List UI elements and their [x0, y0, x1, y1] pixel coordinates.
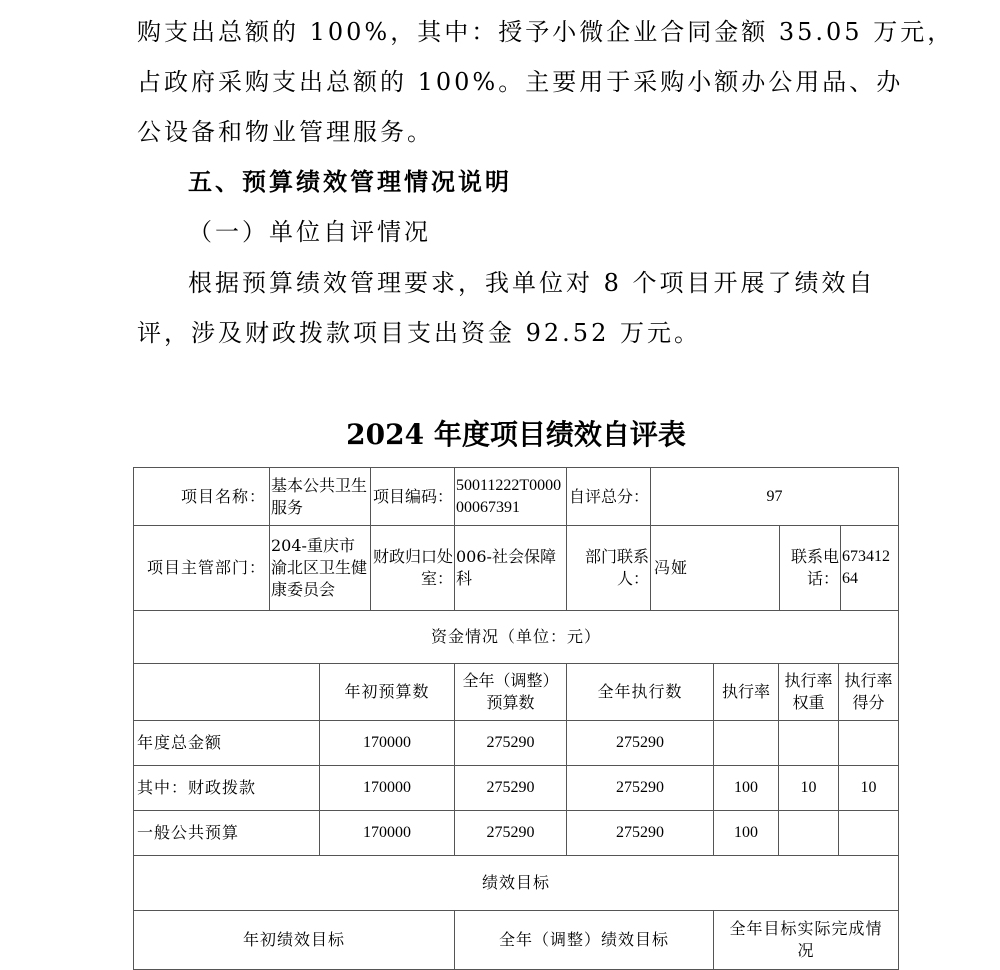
funds-cell: 275290	[454, 720, 567, 766]
funds-cell: 170000	[319, 720, 455, 766]
paragraph-line: 公设备和物业管理服务。	[137, 118, 434, 146]
funds-cell	[778, 720, 839, 766]
score-label: 自评总分：	[566, 467, 651, 526]
paragraph-line: 根据预算绩效管理要求，我单位对 8 个项目开展了绩效自	[188, 269, 876, 297]
table-title: 2024 年度项目绩效自评表	[346, 418, 686, 451]
paragraph-line: 评，涉及财政拨款项目支出资金 92.52 万元。	[137, 319, 701, 347]
contact-value: 冯娅	[650, 525, 780, 611]
funds-header	[133, 663, 320, 721]
perf-header: 全年目标实际完成情况	[713, 910, 899, 970]
office-value: 006-社会保障科	[454, 525, 567, 611]
name-label: 项目名称：	[133, 467, 270, 526]
subsection-heading: （一）单位自评情况	[188, 218, 431, 246]
funds-header: 执行率	[713, 663, 779, 721]
phone-value: 67341264	[840, 525, 899, 611]
funds-header: 全年（调整）预算数	[454, 663, 567, 721]
funds-header: 执行率得分	[838, 663, 899, 721]
contact-label: 部门联系人：	[566, 525, 651, 611]
funds-cell: 170000	[319, 765, 455, 811]
perf-header: 全年（调整）绩效目标	[454, 910, 714, 970]
funds-cell: 100	[713, 765, 779, 811]
perf-header: 年初绩效目标	[133, 910, 455, 970]
funds-cell: 275290	[566, 810, 714, 856]
paragraph-line: 购支出总额的 100%，其中：授予小微企业合同金额 35.05 万元，	[137, 18, 955, 46]
funds-cell: 170000	[319, 810, 455, 856]
score-value: 97	[650, 467, 899, 526]
funds-cell: 10	[778, 765, 839, 811]
perf-title: 绩效目标	[133, 855, 899, 911]
funds-header: 全年执行数	[566, 663, 714, 721]
funds-header: 执行率权重	[778, 663, 839, 721]
funds-cell	[838, 720, 899, 766]
phone-label: 联系电话：	[779, 525, 841, 611]
dept-label: 项目主管部门：	[133, 525, 270, 611]
funds-row-label: 年度总金额	[133, 720, 320, 766]
funds-cell: 275290	[454, 765, 567, 811]
funds-header: 年初预算数	[319, 663, 455, 721]
project-code: 50011222T000000067391	[454, 467, 567, 526]
funds-cell: 275290	[566, 720, 714, 766]
code-label: 项目编码：	[370, 467, 455, 526]
funds-cell	[838, 810, 899, 856]
funds-cell: 100	[713, 810, 779, 856]
funds-cell	[778, 810, 839, 856]
section-heading: 五、预算绩效管理情况说明	[188, 167, 512, 196]
funds-cell: 10	[838, 765, 899, 811]
project-name: 基本公共卫生服务	[269, 467, 371, 526]
dept-value: 204-重庆市渝北区卫生健康委员会	[269, 525, 371, 611]
funds-title: 资金情况（单位：元）	[133, 610, 899, 664]
office-label: 财政归口处室：	[370, 525, 455, 611]
funds-row-label: 其中：财政拨款	[133, 765, 320, 811]
funds-row-label: 一般公共预算	[133, 810, 320, 856]
funds-cell: 275290	[566, 765, 714, 811]
paragraph-line: 占政府采购支出总额的 100%。主要用于采购小额办公用品、办	[137, 68, 904, 96]
funds-cell	[713, 720, 779, 766]
funds-cell: 275290	[454, 810, 567, 856]
